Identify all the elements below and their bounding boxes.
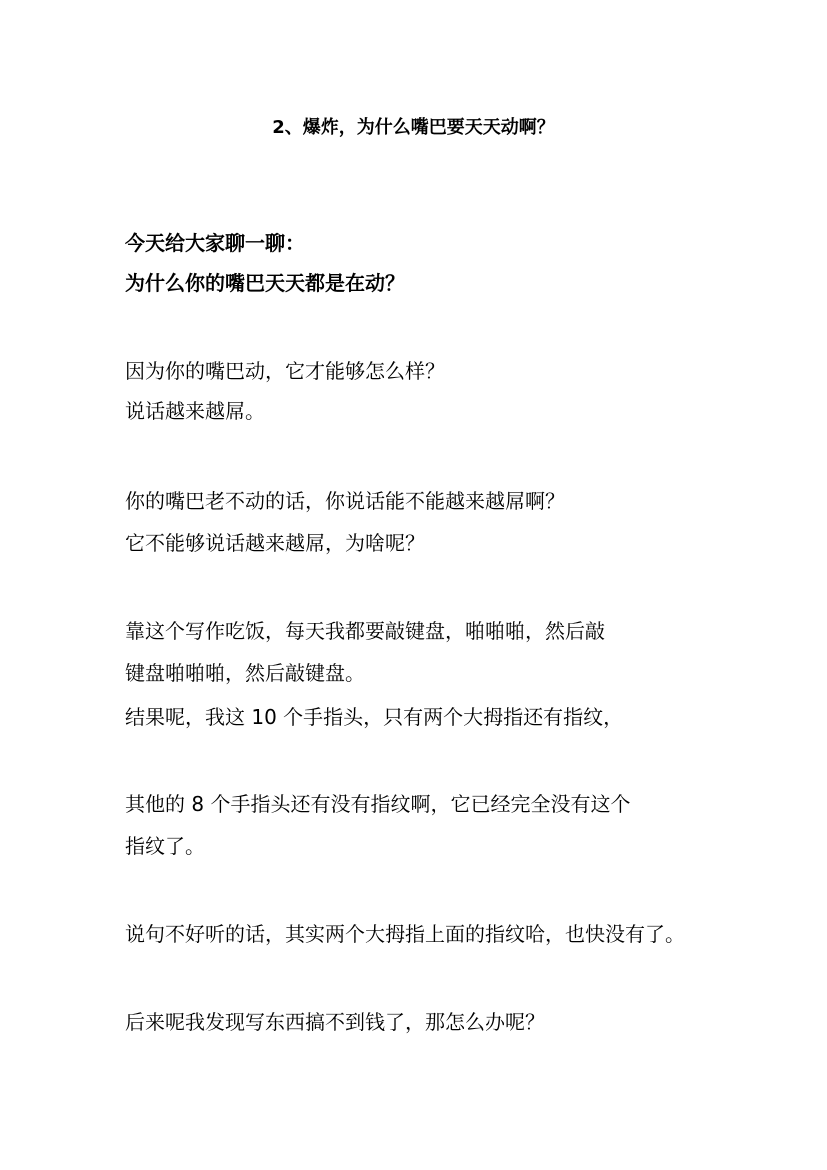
intro-line-2: 为什么你的嘴巴天天都是在动？ — [125, 271, 405, 295]
paragraph-2-line-2: 它不能够说话越来越屌，为啥呢？ — [125, 531, 425, 555]
document-title: 2、爆炸，为什么嘴巴要天天动啊？ — [272, 117, 555, 138]
intro-line-1: 今天给大家聊一聊： — [125, 231, 305, 255]
paragraph-6-line-1: 后来呢我发现写东西搞不到钱了，那怎么办呢？ — [125, 1010, 545, 1034]
paragraph-3-line-2: 键盘啪啪啪，然后敲键盘。 — [125, 661, 365, 685]
paragraph-3-line-1: 靠这个写作吃饭，每天我都要敲键盘，啪啪啪，然后敲 — [125, 619, 605, 643]
paragraph-1-line-2: 说话越来越屌。 — [125, 399, 265, 423]
paragraph-2-line-1: 你的嘴巴老不动的话，你说话能不能越来越屌啊？ — [125, 489, 565, 513]
paragraph-5-line-1: 说句不好听的话，其实两个大拇指上面的指纹哈，也快没有了。 — [125, 922, 685, 946]
paragraph-4-line-2: 指纹了。 — [125, 834, 205, 858]
paragraph-4-line-1: 其他的 8 个手指头还有没有指纹啊，它已经完全没有这个 — [125, 792, 631, 816]
paragraph-1-line-1: 因为你的嘴巴动，它才能够怎么样？ — [125, 359, 445, 383]
paragraph-3-line-3: 结果呢，我这 10 个手指头，只有两个大拇指还有指纹， — [125, 705, 624, 729]
